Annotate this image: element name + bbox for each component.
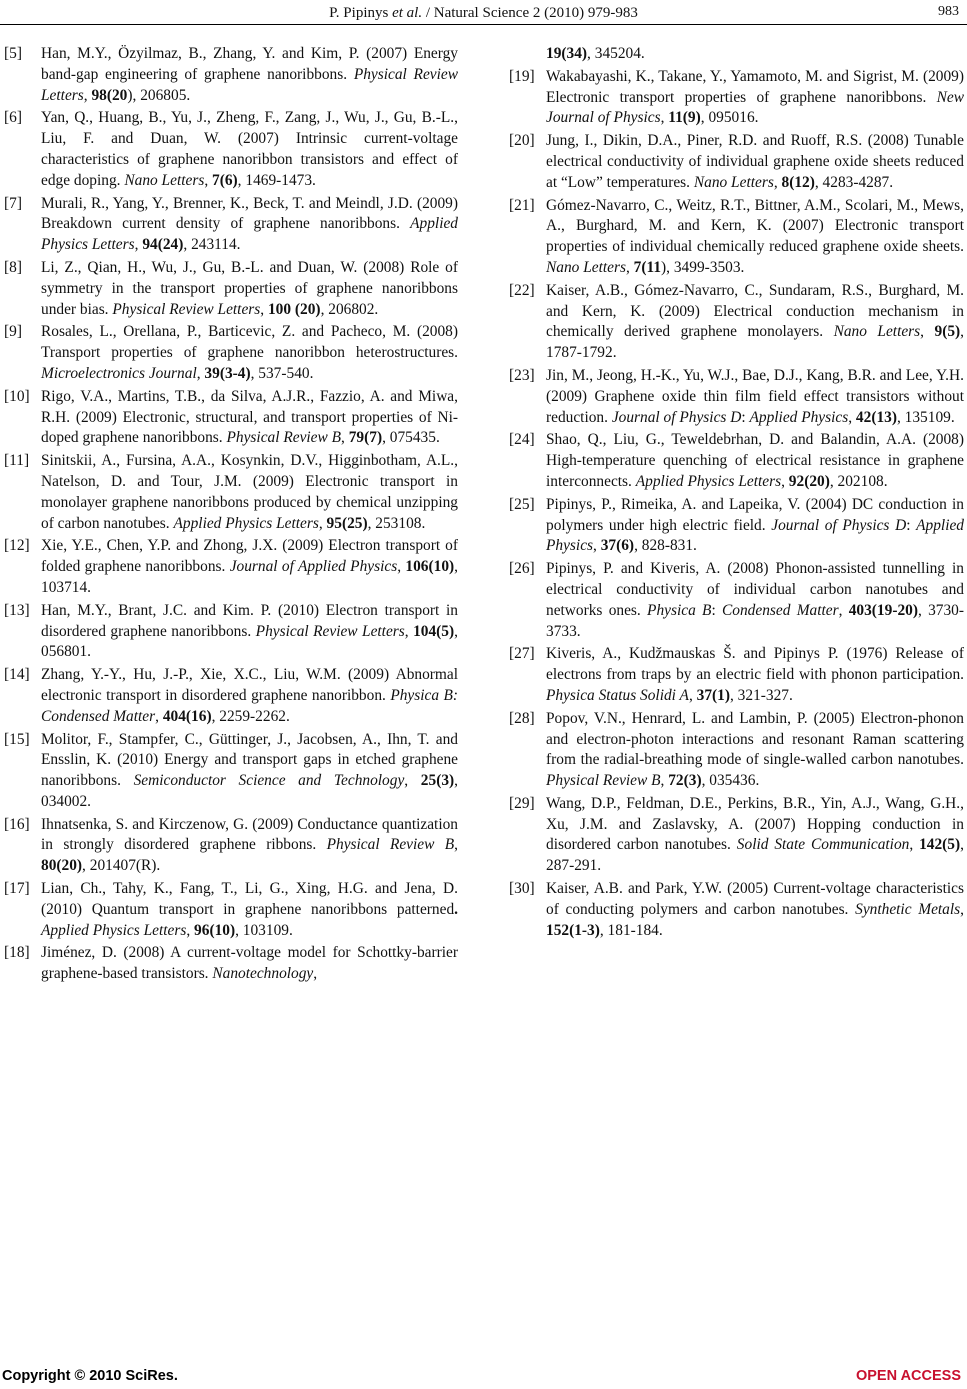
reference-text: ,	[920, 323, 935, 341]
reference-text: ,	[186, 921, 195, 939]
reference-text: Molitor, F., Stampfer, C., Güttinger, J., Jacobsen, A., Ihn, T. and Ensslin, K. (2010) Energy and transport gaps in etched graphene nanoribbons.	[41, 730, 458, 790]
reference-text: ,	[781, 472, 789, 490]
reference-text: Zhang, Y.-Y., Hu, J.-P., Xie, X.C., Liu, W.M. (2009) Abnormal electronic transport in disordered graphene nanoribbon.	[41, 666, 458, 704]
reference-text: , 075435.	[382, 429, 440, 447]
reference-text: , 287-291.	[546, 836, 964, 875]
journal-title: Physica B	[647, 601, 712, 619]
reference-text: Gómez-Navarro, C., Weitz, R.T., Bittner, A.M., Scolari, M., Mews, A., Burghard, M. and Kern, K. (2007) Electronic transport properties of individual chemically reduced graphene oxide sheets.	[546, 196, 964, 256]
volume-issue: 92(20)	[788, 472, 830, 490]
reference-number: [14]	[4, 666, 30, 684]
reference-entry	[4, 387, 458, 449]
reference-number: [7]	[4, 194, 22, 212]
volume-issue: 72(3)	[668, 772, 702, 790]
journal-title: Applied Physics Letters	[41, 215, 458, 254]
journal-title: Applied Physics Letters	[635, 472, 782, 490]
volume-issue: 19(34)	[546, 45, 588, 62]
volume-issue: 39(3-4)	[204, 364, 251, 382]
reference-number: [28]	[509, 709, 535, 727]
reference-text: , 321-327.	[729, 686, 793, 704]
reference-number: [27]	[509, 645, 535, 663]
reference-text: , 1469-1473.	[237, 171, 316, 189]
reference-number: [24]	[509, 431, 535, 449]
reference-text: , 253108.	[367, 514, 426, 532]
volume-issue: 94(24)	[142, 236, 184, 254]
reference-number: [23]	[509, 366, 535, 384]
reference-text: , 206802.	[320, 300, 379, 318]
reference-entry	[509, 495, 964, 557]
volume-issue: 142(5)	[919, 836, 961, 854]
reference-text: Pipinys, P., Rimeika, A. and Lapeika, V. (2004) DC conduction in polymers under high electric field.	[546, 495, 964, 534]
reference-text: ,	[155, 707, 163, 725]
journal-title: Physical Review Letters	[41, 65, 458, 104]
reference-entry	[509, 879, 964, 941]
reference-text: Rosales, L., Orellana, P., Barticevic, Z. and Pacheco, M. (2008) Transport properties of graphene nanoribbon heterostructures.	[41, 323, 458, 362]
open-access-label: OPEN ACCESS	[855, 1368, 961, 1384]
reference-text: Lian, Ch., Tahy, K., Fang, T., Li, G., Xing, H.G. and Jena, D. (2010) Quantum transport in graphene nanoribbons patterned	[41, 880, 458, 918]
reference-number: [21]	[509, 196, 535, 214]
reference-text: Yan, Q., Huang, B., Yu, J., Zheng, F., Zang, J., Wu, J., Gu, B.-L., Liu, F. and Duan, W. (2007) Intrinsic current-voltage characteristics of graphene nanoribbon transistors and effect of edge doping.	[41, 109, 458, 189]
reference-entry	[4, 451, 458, 534]
reference-number: [12]	[4, 537, 30, 555]
volume-issue: 98(20	[91, 86, 128, 104]
journal-title: Applied Physics Letters	[173, 514, 319, 532]
page-footer	[0, 1368, 967, 1388]
reference-text: , 3730-3733.	[546, 601, 965, 640]
running-title	[0, 0, 967, 26]
page-number: 983	[938, 4, 959, 19]
reference-text: ,	[204, 171, 213, 189]
reference-text: :	[906, 516, 917, 534]
reference-entry	[509, 67, 964, 129]
volume-issue: 37(1)	[696, 686, 730, 704]
running-header	[0, 0, 967, 26]
reference-text: , 2259-2262.	[211, 707, 290, 725]
reference-text: Kaiser, A.B. and Park, Y.W. (2005) Current-voltage characteristics of conducting polymers and carbon nanotubes.	[546, 880, 964, 918]
reference-entry	[4, 322, 458, 384]
journal-title: Physical Review B	[546, 772, 661, 790]
volume-issue: 96(10)	[194, 921, 236, 939]
reference-text: ,	[688, 686, 697, 704]
reference-text: ,	[625, 258, 634, 276]
reference-text: Kiveris, A., Kudžmauskas Š. and Pipinys P. (1976) Release of electrons from traps by an electric field with phonon participation.	[546, 645, 964, 684]
reference-entry	[4, 665, 458, 727]
reference-text: ,	[909, 836, 920, 854]
copyright-notice: Copyright © 2010 SciRes.	[2, 1368, 178, 1384]
reference-text: ,	[313, 965, 318, 983]
journal-title: Journal of Applied Physics	[229, 558, 398, 576]
reference-text: , 201407(R).	[82, 857, 161, 875]
reference-number: [13]	[4, 601, 30, 619]
journal-title: Journal of Physics D	[771, 516, 907, 534]
reference-text: ,	[960, 900, 964, 918]
reference-text: Murali, R., Yang, Y., Brenner, K., Beck, T. and Meindl, J.D. (2009) Breakdown current density of graphene nanoribbons.	[41, 194, 458, 233]
reference-text: Wang, D.P., Feldman, D.E., Perkins, B.R., Yin, A.J., Wang, G.H., Xu, J.M. and Zaslavsky, A. (2007) Hopping conduction in disordered carbon nanotubes.	[546, 794, 964, 854]
journal-title: Nano Letters	[124, 171, 205, 189]
reference-entry	[509, 430, 964, 492]
reference-text: ,	[196, 364, 205, 382]
reference-entry	[4, 194, 458, 256]
reference-entry	[509, 709, 964, 792]
reference-entry	[4, 44, 458, 106]
running-title-suffix: / Natural Science 2 (2010) 979-983	[422, 5, 638, 21]
journal-title: Journal of Physics D	[611, 408, 742, 426]
reference-entry	[509, 559, 964, 642]
reference-text: ,	[660, 772, 669, 790]
reference-number: [18]	[4, 944, 30, 962]
journal-title: Solid State Communication	[736, 836, 910, 854]
volume-issue: 104(5)	[413, 622, 455, 640]
reference-text: ,	[134, 236, 143, 254]
reference-entry	[509, 131, 964, 193]
volume-issue: .	[454, 900, 458, 918]
reference-text: Wakabayashi, K., Takane, Y., Yamamoto, M. and Sigrist, M. (2009) Electronic transport properties of graphene nanoribbons.	[546, 67, 964, 106]
reference-text: ,	[848, 408, 856, 426]
reference-number: [11]	[4, 452, 30, 470]
reference-text: , 1787-1792.	[546, 323, 965, 362]
reference-text: :	[711, 601, 723, 619]
reference-text: Jin, M., Jeong, H.-K., Yu, W.J., Bae, D.J., Kang, B.R. and Lee, Y.H. (2009) Graphene oxide thin film field effect transistors without reduction.	[546, 366, 964, 426]
reference-text: ,	[341, 429, 349, 447]
reference-entry	[509, 644, 964, 706]
journal-title: Nano Letters	[693, 173, 774, 191]
reference-text: , 095016.	[700, 109, 759, 127]
reference-entry	[509, 281, 964, 364]
reference-text: ), 3499-3503.	[661, 258, 745, 276]
journal-title: Semiconductor Science and Technology	[133, 772, 405, 790]
reference-text: , 4283-4287.	[814, 173, 894, 191]
reference-number: [16]	[4, 815, 30, 833]
journal-title: Microelectronics Journal	[41, 364, 197, 382]
volume-issue: 403(19-20)	[848, 601, 918, 619]
reference-text: , 035436.	[701, 772, 760, 790]
reference-text: , 243114.	[183, 236, 241, 254]
reference-text: Kaiser, A.B., Gómez-Navarro, C., Sundaram, R.S., Burghard, M. and Kern, K. (2009) Electrical conduction mechanism in chemically derived graphene monolayers.	[546, 281, 964, 341]
journal-title: Physica B: Condensed Matter	[41, 686, 458, 725]
journal-title: Physical Review Letters	[112, 300, 261, 318]
reference-text: , 103109.	[235, 921, 293, 939]
reference-entry	[4, 108, 458, 191]
volume-issue: 79(7)	[348, 429, 383, 447]
header-rule	[0, 24, 967, 25]
reference-number: [26]	[509, 560, 535, 578]
reference-entry	[4, 601, 458, 663]
reference-entry	[509, 794, 964, 877]
volume-issue: 25(3)	[420, 772, 455, 790]
reference-text: Li, Z., Qian, H., Wu, J., Gu, B.-L. and Duan, W. (2008) Role of symmetry in the transport properties of graphene nanoribbons under bias.	[41, 258, 458, 318]
reference-number: [30]	[509, 880, 535, 898]
journal-title: Condensed Matter	[722, 601, 839, 619]
journal-title: Nanotechnology	[212, 965, 314, 983]
reference-text: Popov, V.N., Henrard, L. and Lambin, P. (2005) Electron-phonon and electron-photon interactions and resonant Raman scattering from the radial-breathing mode of single-walled carbon nanotubes.	[546, 709, 964, 769]
reference-text: , 345204.	[587, 45, 645, 62]
journal-title: Nano Letters	[546, 258, 626, 276]
volume-issue: 80(20)	[41, 857, 83, 875]
journal-title: Physical Review Letters	[255, 622, 405, 640]
reference-number: [22]	[509, 281, 535, 299]
reference-text: ,	[404, 622, 414, 640]
volume-issue: 7(6)	[212, 171, 238, 189]
running-title-etal: et al.	[392, 5, 423, 21]
volume-issue: 152(1-3)	[546, 921, 600, 939]
journal-title: New Journal of Physics	[546, 88, 964, 127]
volume-issue: 7(11	[633, 258, 662, 276]
reference-text: ,	[838, 601, 849, 619]
volume-issue: 8(12)	[781, 173, 815, 191]
volume-issue: 100 (20)	[267, 300, 321, 318]
reference-text: , 828-831.	[634, 537, 697, 555]
reference-entry	[4, 258, 458, 320]
reference-number: [6]	[4, 109, 22, 127]
volume-issue: 95(25)	[326, 514, 368, 532]
reference-text: ,	[773, 173, 782, 191]
reference-text: Pipinys, P. and Kiveris, A. (2008) Phonon-assisted tunnelling in electrical conductivity of individual carbon nanotubes and networks ones.	[546, 560, 964, 619]
reference-number: [8]	[4, 258, 22, 276]
journal-title: Applied Physics Letters	[41, 921, 187, 939]
reference-number: [25]	[509, 495, 535, 513]
journal-title: Nano Letters	[833, 323, 921, 341]
reference-text: , 181-184.	[599, 921, 663, 939]
reference-number: [29]	[509, 794, 535, 812]
reference-text: Xie, Y.E., Chen, Y.P. and Zhong, J.X. (2009) Electron transport of folded graphene nanoribbons.	[41, 537, 458, 576]
journal-title: Applied Physics	[546, 516, 964, 555]
reference-text: ,	[260, 300, 268, 318]
reference-text: Jung, I., Dikin, D.A., Piner, R.D. and Ruoff, R.S. (2008) Tunable electrical conductivity of individual graphene oxide sheets reduced at “Low” temperatures.	[546, 132, 964, 191]
journal-title: Physica Status Solidi A	[546, 686, 689, 704]
reference-text: , 537-540.	[250, 364, 314, 382]
reference-text: Shao, Q., Liu, G., Teweldebrhan, D. and Balandin, A.A. (2008) High-temperature quenching of electrical resistance in graphene interconnects.	[546, 431, 964, 490]
references-right-column	[509, 44, 964, 943]
reference-entry	[4, 730, 458, 813]
running-title-prefix: P. Pipinys	[329, 5, 393, 21]
reference-text: Ihnatsenka, S. and Kirczenow, G. (2009) Conductance quantization in strongly disordered graphene ribbons.	[41, 815, 458, 854]
journal-title: Synthetic Metals	[855, 900, 961, 918]
reference-entry	[509, 366, 964, 428]
reference-text: ,	[318, 514, 327, 532]
volume-issue: 106(10)	[405, 558, 455, 576]
reference-text: ,	[660, 109, 669, 127]
reference-text: ,	[593, 537, 601, 555]
reference-text: ), 206805.	[127, 86, 191, 104]
reference-text: ,	[397, 558, 406, 576]
reference-number: [20]	[509, 132, 535, 150]
journal-title: Applied Physics	[749, 408, 849, 426]
reference-number: [19]	[509, 67, 535, 85]
reference-text: , 034002.	[41, 772, 458, 810]
reference-number: [10]	[4, 387, 30, 405]
reference-text: ,	[454, 836, 458, 854]
reference-text: , 103714.	[41, 558, 458, 596]
reference-text: , 135109.	[896, 408, 955, 426]
volume-issue: 11(9)	[668, 109, 701, 127]
reference-entry	[509, 44, 964, 65]
reference-text: Han, M.Y., Özyilmaz, B., Zhang, Y. and Kim, P. (2007) Energy band-gap engineering of graphene nanoribbons.	[41, 45, 458, 83]
reference-text: Sinitskii, A., Fursina, A.A., Kosynkin, D.V., Higginbotham, A.L., Natelson, D. and Tour, J.M. (2009) Electronic transport in monolayer graphene nanoribbons produced by chemical unzipping of carbon nanotubes.	[41, 452, 458, 532]
references-left-column	[4, 44, 458, 987]
reference-entry	[4, 815, 458, 877]
reference-entry	[4, 879, 458, 941]
reference-number: [9]	[4, 323, 22, 341]
reference-text: ,	[404, 772, 421, 790]
volume-issue: 37(6)	[600, 537, 635, 555]
journal-title: Physical Review B	[326, 836, 455, 854]
reference-text: Han, M.Y., Brant, J.C. and Kim. P. (2010) Electron transport in disordered graphene nanoribbons.	[41, 601, 458, 640]
reference-text: Rigo, V.A., Martins, T.B., da Silva, A.J.R., Fazzio, A. and Miwa, R.H. (2009) Electronic, structural, and transport properties of Ni-doped graphene nanoribbons.	[41, 387, 458, 447]
reference-number: [15]	[4, 730, 30, 748]
reference-entry	[4, 536, 458, 598]
reference-text: , 202108.	[829, 472, 888, 490]
volume-issue: 404(16)	[162, 707, 212, 725]
reference-text: :	[741, 408, 750, 426]
volume-issue: 9(5)	[934, 323, 961, 341]
reference-text: Jiménez, D. (2008) A current-voltage model for Schottky-barrier graphene-based transistors.	[41, 944, 458, 983]
reference-entry	[509, 196, 964, 279]
journal-title: Physical Review B	[226, 429, 342, 447]
reference-number: [5]	[4, 45, 22, 62]
reference-entry	[4, 943, 458, 985]
reference-text: ,	[83, 86, 92, 104]
reference-number: [17]	[4, 880, 30, 898]
reference-text: , 056801.	[41, 622, 458, 661]
volume-issue: 42(13)	[855, 408, 897, 426]
